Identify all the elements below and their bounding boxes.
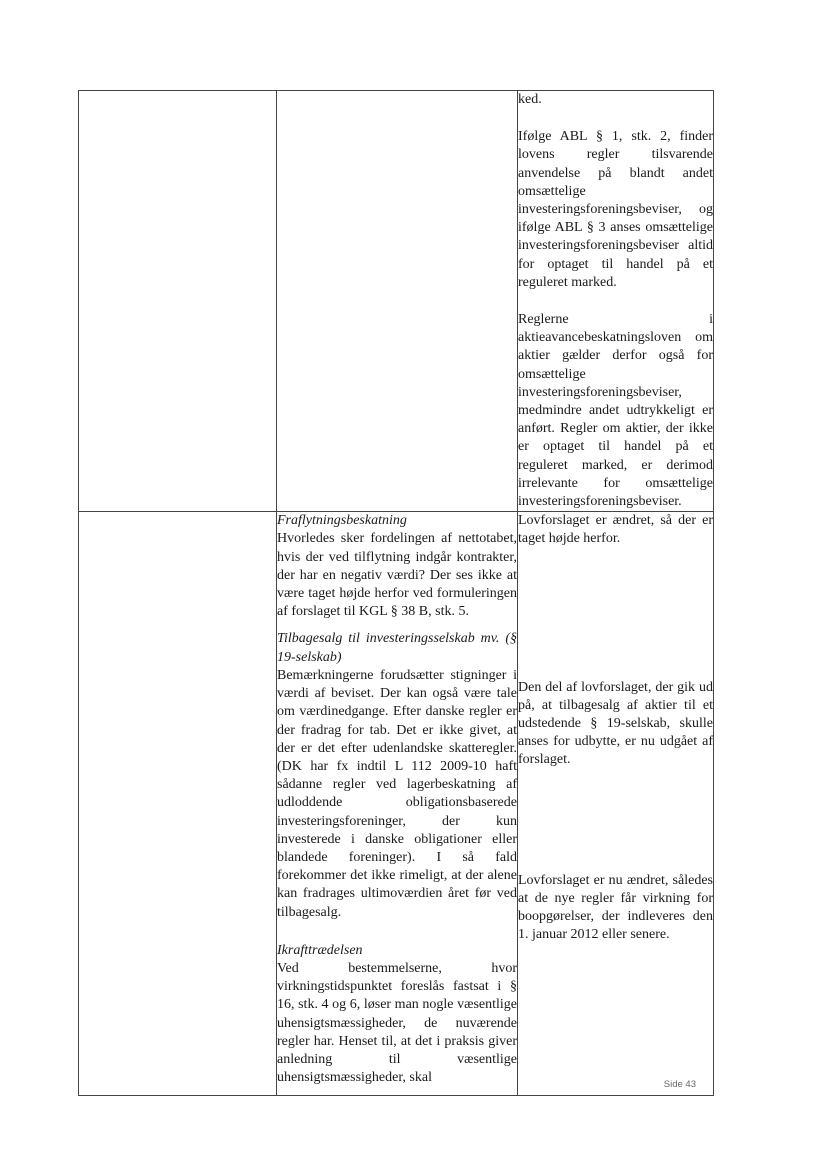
page-number: Side 43 xyxy=(663,1079,696,1090)
section-ikrafttraedelse xyxy=(277,942,517,1088)
row2-left-cell xyxy=(79,512,277,1096)
row2-right-cell xyxy=(518,512,714,1096)
paragraph: Ifølge ABL § 1, stk. 2, finder lovens regler tilsvarende anvendelse på blandt andet omsættelige investeringsforeningsbeviser, og ifølge ABL § 3 anses omsættelige investeringsforeningsbeviser altid for optaget til handel på et reguleret marked. xyxy=(518,129,713,290)
section-tilbagesalg xyxy=(277,630,517,921)
paragraph: Lovforslaget er ændret, så der er taget højde herfor. xyxy=(518,513,713,547)
paragraph: Hvorledes sker fordelingen af nettotabet, hvis der ved tilflytning indgår kontrakter, der har en negativ værdi? Der ses ikke at være taget højde herfor ved formuleringen af forslaget til KGL § 38 B, stk. 5. xyxy=(277,531,517,620)
paragraph: Bemærkningerne forudsætter stigninger i værdi af beviset. Der kan også være tale om værdinedgange. Efter danske regler er der fradrag for tab. Det er ikke givet, at der er det efter udenlandske skatteregler. (DK har fx indtil L 112 2009-10 haft sådanne regler ved lagerbeskatning af udloddende obligationsbaserede investeringsforeninger, der kun investerede i danske obligationer eller blandede foreninger). I så fald forekommer det ikke rimeligt, at der alene kan fradrages ultimoværdien året før ved tilbagesalg. xyxy=(277,667,517,920)
table-row xyxy=(79,512,714,1096)
section-title: Ikrafttrædelsen xyxy=(277,942,363,958)
section-fraflytning xyxy=(277,512,517,621)
paragraph: Ved bestemmelserne, hvor virkningstidspunktet foreslås fastsat i § 16, stk. 4 og 6, løser man nogle væsentlige uhensigtsmæssigheder, de nuværende regler har. Henset til, at det i praksis giver anledning til væsentlige uhensigtsmæssigheder, skal xyxy=(277,960,517,1086)
paragraph: Den del af lovforslaget, der gik ud på, at tilbagesalg af aktier til et udstedende § 19-selskab, skulle anses for udbytte, er nu udgået af forslaget. xyxy=(518,679,713,768)
paragraph: Lovforslaget er nu ændret, således at de nye regler får virkning for boopgørelser, der indleveres den 1. januar 2012 eller senere. xyxy=(518,872,713,943)
row1-left-cell xyxy=(79,91,277,512)
row1-middle-cell xyxy=(277,91,518,512)
section-title: Tilbagesalg til investeringsselskab mv. (§ 19-selskab) xyxy=(277,631,517,665)
table-row xyxy=(79,91,714,512)
consultation-table xyxy=(78,90,714,1096)
paragraph: Reglerne i aktieavancebeskatningsloven om aktier gælder derfor også for omsættelige investeringsforeningsbeviser, medmindre andet udtrykkeligt er anført. Regler om aktier, der ikke er optaget til handel på et reguleret marked, er derimod irrelevante for omsættelige investeringsforeningsbeviser. xyxy=(518,312,713,510)
section-title: Fraflytningsbeskatning xyxy=(277,513,407,529)
paragraph: ked. xyxy=(518,92,542,107)
row1-right-cell xyxy=(518,91,714,512)
row2-middle-cell xyxy=(277,512,518,1096)
